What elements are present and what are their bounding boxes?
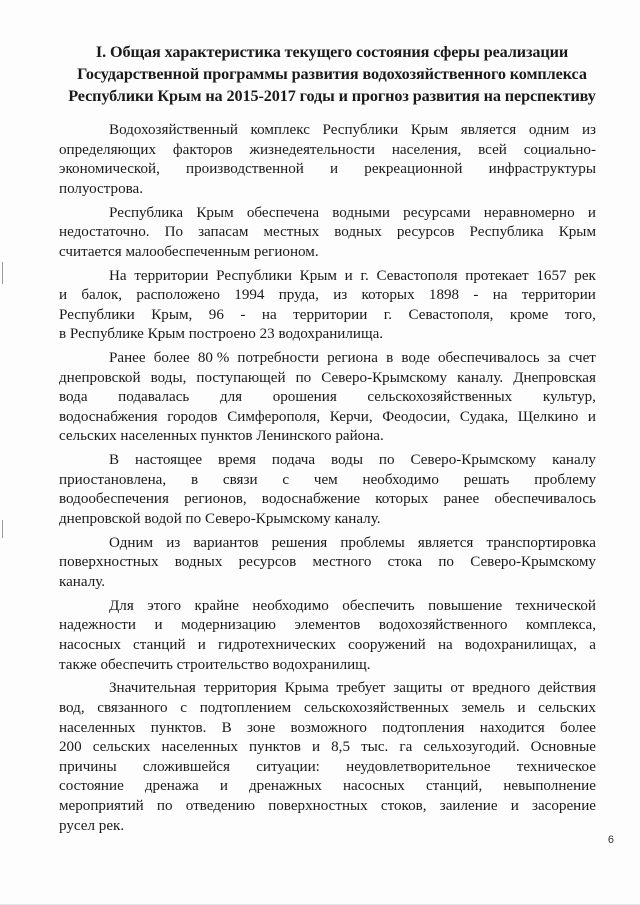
word: в bbox=[190, 471, 199, 488]
word: Керчи, bbox=[329, 408, 373, 425]
word: сельских bbox=[92, 739, 151, 756]
paragraph bbox=[59, 679, 596, 836]
word: Симферополя, bbox=[227, 408, 321, 425]
word: населенных bbox=[161, 739, 238, 756]
word: га bbox=[399, 739, 413, 756]
word: сельхозугодий. bbox=[423, 739, 520, 756]
word: г. bbox=[383, 306, 393, 323]
word: является bbox=[417, 534, 474, 551]
word: подача bbox=[271, 452, 316, 469]
word: более bbox=[560, 719, 596, 736]
word: воде bbox=[401, 350, 430, 367]
word: всей bbox=[478, 141, 507, 158]
word: из bbox=[581, 122, 596, 138]
word: Судака, bbox=[459, 408, 509, 425]
word: крайне bbox=[194, 597, 239, 614]
word: запасам bbox=[198, 224, 249, 241]
text-line bbox=[59, 223, 596, 243]
word: дренажных bbox=[248, 778, 322, 795]
word: ранее bbox=[443, 491, 480, 508]
word: из bbox=[333, 287, 348, 304]
word: водоснабжение bbox=[261, 491, 361, 508]
word: обеспечить bbox=[342, 597, 415, 614]
word: рекреационной bbox=[364, 161, 463, 178]
word: Северо-Крымскому bbox=[470, 554, 596, 571]
word: Одним bbox=[109, 534, 154, 551]
word: - bbox=[473, 287, 479, 304]
word: и bbox=[59, 287, 68, 304]
word: состояние bbox=[59, 778, 124, 795]
word: 8,5 bbox=[331, 739, 350, 756]
text-line bbox=[59, 286, 596, 306]
word: необходимо bbox=[252, 597, 329, 614]
heading-line: Государственной программы развития водохозяйственного комплекса bbox=[77, 65, 587, 83]
word: днепровской bbox=[59, 369, 141, 386]
word: и bbox=[587, 204, 596, 221]
word: Водохозяйственный bbox=[109, 122, 238, 138]
text-line bbox=[59, 534, 596, 554]
word: производственной bbox=[186, 161, 304, 178]
word: факторов bbox=[172, 141, 233, 158]
word: сельскохозяйственных bbox=[303, 699, 449, 716]
text-line bbox=[59, 388, 596, 408]
word: инфраструктуры bbox=[488, 161, 596, 178]
word: пунктов. bbox=[150, 719, 207, 736]
word: Крым bbox=[299, 267, 337, 284]
text-line bbox=[59, 636, 596, 656]
word: водообеспечения bbox=[59, 491, 169, 508]
word: и bbox=[197, 636, 206, 653]
word: поверхностных bbox=[268, 797, 368, 814]
word: местного bbox=[312, 554, 372, 571]
word: Северо-Крымскому bbox=[321, 369, 448, 386]
word: сельскохозяйственных bbox=[367, 389, 513, 406]
word: станций, bbox=[425, 778, 483, 795]
text-line bbox=[59, 267, 596, 287]
word: в bbox=[386, 350, 394, 367]
word: дренажа bbox=[144, 778, 199, 795]
word: подавалась bbox=[118, 389, 190, 406]
word: 80 % bbox=[197, 350, 230, 367]
word: ресурсов bbox=[238, 554, 297, 571]
word: Крым bbox=[558, 224, 596, 241]
heading-line: I. Общая характеристика текущего состояния сферы реализации bbox=[95, 43, 569, 61]
word: и bbox=[510, 797, 519, 814]
word: - bbox=[240, 306, 246, 323]
word: для bbox=[219, 389, 243, 406]
word: Республики bbox=[59, 306, 135, 323]
word: Основные bbox=[530, 739, 596, 756]
word: Ранее bbox=[109, 350, 146, 367]
word: время bbox=[218, 452, 256, 469]
text-line bbox=[59, 699, 596, 719]
word: вод, bbox=[59, 699, 85, 716]
word: этого bbox=[147, 597, 182, 614]
scan-edge-mark bbox=[2, 520, 3, 538]
paragraph bbox=[59, 267, 596, 345]
word: вариантов bbox=[193, 534, 259, 551]
section-heading bbox=[62, 41, 602, 107]
word: ресурсов bbox=[396, 224, 455, 241]
text-line bbox=[59, 777, 596, 797]
word: Северо-Крымскому bbox=[410, 452, 537, 469]
word: поступающей bbox=[196, 369, 286, 386]
word: сельских bbox=[538, 699, 596, 716]
word: одним bbox=[528, 122, 570, 138]
text-line: каналу. bbox=[59, 574, 106, 590]
word: которых bbox=[361, 287, 415, 304]
word: населения, bbox=[391, 141, 462, 158]
word: комплекс bbox=[250, 122, 310, 138]
word: и bbox=[219, 778, 228, 795]
text-line bbox=[59, 679, 596, 699]
text-line: полуострова. bbox=[59, 180, 144, 197]
word: ситуации: bbox=[256, 758, 320, 775]
word: неравномерно bbox=[483, 204, 575, 221]
word: за bbox=[547, 350, 561, 367]
word: мероприятий bbox=[59, 797, 144, 814]
word: зоне bbox=[247, 719, 276, 736]
text-line: считается малообеспеченным регионом. bbox=[59, 243, 319, 260]
word: сложившейся bbox=[142, 758, 230, 775]
word: невыполнение bbox=[503, 778, 596, 795]
paragraph bbox=[59, 349, 596, 447]
word: связи bbox=[222, 471, 258, 488]
word: вредного bbox=[472, 680, 531, 697]
word: пунктов bbox=[248, 739, 301, 756]
word: воды bbox=[331, 452, 363, 469]
word: станций bbox=[133, 636, 186, 653]
word: Республики bbox=[322, 122, 399, 138]
word: воды, bbox=[150, 369, 187, 386]
word: 1657 bbox=[536, 267, 567, 284]
heading-line: Республики Крым на 2015-2017 годы и прогноз развития на перспективу bbox=[68, 87, 596, 105]
word: элементов bbox=[294, 617, 361, 634]
text-line: сельских населенных пунктов Ленинского района. bbox=[59, 428, 384, 445]
paragraph bbox=[59, 204, 596, 263]
text-line bbox=[59, 597, 596, 617]
word: находится bbox=[479, 719, 545, 736]
word: Крым bbox=[410, 122, 449, 138]
word: Республика bbox=[109, 204, 184, 221]
text-line bbox=[59, 369, 596, 389]
word: ресурсами bbox=[403, 204, 471, 221]
text-line: также обеспечить строительство водохранилищ. bbox=[59, 656, 371, 673]
word: более bbox=[153, 350, 190, 367]
word: водохозяйственного bbox=[378, 617, 508, 634]
word: расположено bbox=[136, 287, 220, 304]
word: и bbox=[517, 699, 526, 716]
word: Крым, bbox=[151, 306, 193, 323]
word: потребности bbox=[237, 350, 319, 367]
word: с bbox=[180, 699, 187, 716]
word: действия bbox=[538, 680, 596, 697]
word: на bbox=[492, 287, 508, 304]
word: рек bbox=[574, 267, 596, 284]
word: приостановлена, bbox=[59, 471, 167, 488]
word: водных bbox=[174, 554, 223, 571]
word: требует bbox=[336, 680, 386, 697]
word: Севастополя bbox=[376, 267, 458, 284]
text-line bbox=[59, 160, 596, 180]
word: гидротехнических bbox=[217, 636, 336, 653]
word: с bbox=[282, 471, 290, 488]
word: отведению bbox=[185, 797, 256, 814]
word: по bbox=[156, 797, 173, 814]
word: г. bbox=[360, 267, 369, 284]
word: населенных bbox=[59, 719, 136, 736]
word: культур, bbox=[542, 389, 596, 406]
word: комплекса, bbox=[525, 617, 596, 634]
word: недостаточно. bbox=[59, 224, 150, 241]
word: транспортировка bbox=[486, 534, 596, 551]
word: 96 bbox=[208, 306, 224, 323]
word: каналу. bbox=[457, 369, 504, 386]
word: В bbox=[221, 719, 232, 736]
word: технической bbox=[515, 597, 596, 614]
word: городов bbox=[167, 408, 218, 425]
word: и bbox=[330, 161, 339, 178]
word: социально- bbox=[523, 141, 596, 158]
paragraph bbox=[59, 121, 596, 199]
word: защиты bbox=[393, 680, 443, 697]
text-line bbox=[59, 758, 596, 778]
word: территории bbox=[134, 267, 209, 284]
word: засорение bbox=[531, 797, 596, 814]
word: 1898 bbox=[428, 287, 460, 304]
word: тыс. bbox=[361, 739, 389, 756]
word: обеспечена bbox=[246, 204, 320, 221]
word: из bbox=[166, 534, 181, 551]
body-text bbox=[59, 121, 596, 840]
word: водохранилищах, bbox=[464, 636, 578, 653]
word: по bbox=[438, 554, 454, 571]
word: того, bbox=[564, 306, 596, 323]
text-line: в Республике Крым построено 23 водохранилища. bbox=[59, 326, 384, 343]
word: подтопления bbox=[382, 719, 465, 736]
word: и bbox=[587, 408, 596, 425]
word: сооружений bbox=[348, 636, 426, 653]
word: а bbox=[589, 636, 596, 653]
word: стоков, bbox=[380, 797, 427, 814]
text-line bbox=[59, 797, 596, 817]
word: региона bbox=[327, 350, 378, 367]
word: стока bbox=[387, 554, 423, 571]
word: жизнедеятельности bbox=[249, 141, 375, 158]
word: местных bbox=[263, 224, 320, 241]
word: Значительная bbox=[109, 680, 196, 697]
text-line bbox=[59, 204, 596, 224]
word: водных bbox=[334, 224, 382, 241]
word: техническое bbox=[516, 758, 596, 775]
word: необходимо bbox=[362, 471, 439, 488]
word: регионов, bbox=[184, 491, 247, 508]
word: вода bbox=[59, 389, 88, 406]
text-line bbox=[59, 349, 596, 369]
word: каналу bbox=[552, 452, 596, 469]
word: Для bbox=[109, 597, 134, 614]
word: На bbox=[109, 267, 127, 284]
word: причины bbox=[59, 758, 117, 775]
word: кроме bbox=[509, 306, 549, 323]
word: обеспечивалось bbox=[438, 350, 540, 367]
word: решать bbox=[463, 471, 510, 488]
text-line bbox=[59, 719, 596, 739]
text-line: днепровской водой по Северо-Крымскому каналу. bbox=[59, 511, 381, 528]
word: насосных bbox=[59, 636, 121, 653]
word: территории bbox=[293, 306, 368, 323]
text-line bbox=[59, 306, 596, 326]
word: Крыма bbox=[284, 680, 329, 697]
word: 200 bbox=[59, 739, 82, 756]
word: водоснабжения bbox=[59, 408, 158, 425]
word: территории bbox=[521, 287, 596, 304]
word: модернизацию bbox=[181, 617, 276, 634]
word: Севастополя, bbox=[408, 306, 494, 323]
word: Днепровская bbox=[513, 369, 596, 386]
word: повышение bbox=[428, 597, 503, 614]
word: решения bbox=[271, 534, 328, 551]
word: подтоплением bbox=[199, 699, 292, 716]
word: поверхностных bbox=[59, 554, 159, 571]
word: счет bbox=[568, 350, 596, 367]
word: земель bbox=[461, 699, 505, 716]
word: является bbox=[460, 122, 517, 138]
word: Щелкино bbox=[517, 408, 579, 425]
word: территория bbox=[203, 680, 277, 697]
word: настоящее bbox=[135, 452, 203, 469]
text-line bbox=[59, 553, 596, 573]
word: на bbox=[437, 636, 453, 653]
page-number: 6 bbox=[607, 834, 614, 846]
word: Крым bbox=[196, 204, 234, 221]
word: возможного bbox=[290, 719, 367, 736]
word: балок, bbox=[81, 287, 123, 304]
word: неудовлетворительное bbox=[346, 758, 491, 775]
text-line bbox=[59, 451, 596, 471]
text-line bbox=[59, 408, 596, 428]
paragraph bbox=[59, 451, 596, 529]
word: 1994 bbox=[234, 287, 265, 304]
text-line bbox=[59, 490, 596, 510]
word: заиление bbox=[439, 797, 498, 814]
paragraph bbox=[59, 597, 596, 675]
word: по bbox=[378, 452, 395, 469]
word: насосных bbox=[342, 778, 405, 795]
word: Республики bbox=[216, 267, 292, 284]
text-line bbox=[59, 141, 596, 161]
word: на bbox=[261, 306, 277, 323]
text-line bbox=[59, 738, 596, 758]
word: которых bbox=[375, 491, 429, 508]
text-line bbox=[59, 616, 596, 636]
word: экономической, bbox=[59, 161, 160, 178]
word: по bbox=[295, 369, 312, 386]
word: Феодосии, bbox=[382, 408, 451, 425]
word: По bbox=[164, 224, 184, 241]
word: и bbox=[344, 267, 353, 284]
word: орошения bbox=[272, 389, 337, 406]
word: проблемы bbox=[340, 534, 405, 551]
word: связанного bbox=[97, 699, 168, 716]
word: обеспечивалось bbox=[494, 491, 596, 508]
word: пруда, bbox=[278, 287, 319, 304]
word: водными bbox=[332, 204, 390, 221]
text-line: русел рек. bbox=[59, 817, 125, 834]
word: и bbox=[154, 617, 163, 634]
text-line bbox=[59, 471, 596, 491]
word: проблему bbox=[534, 471, 596, 488]
text-line bbox=[59, 121, 596, 141]
word: чем bbox=[313, 471, 338, 488]
word: от bbox=[450, 680, 465, 697]
word: протекает bbox=[465, 267, 529, 284]
word: Республика bbox=[469, 224, 544, 241]
scan-edge-mark bbox=[2, 262, 3, 284]
paragraph bbox=[59, 534, 596, 593]
word: и bbox=[311, 739, 321, 756]
word: В bbox=[109, 452, 120, 469]
word: определяющих bbox=[59, 141, 157, 158]
word: надежности bbox=[59, 617, 136, 634]
